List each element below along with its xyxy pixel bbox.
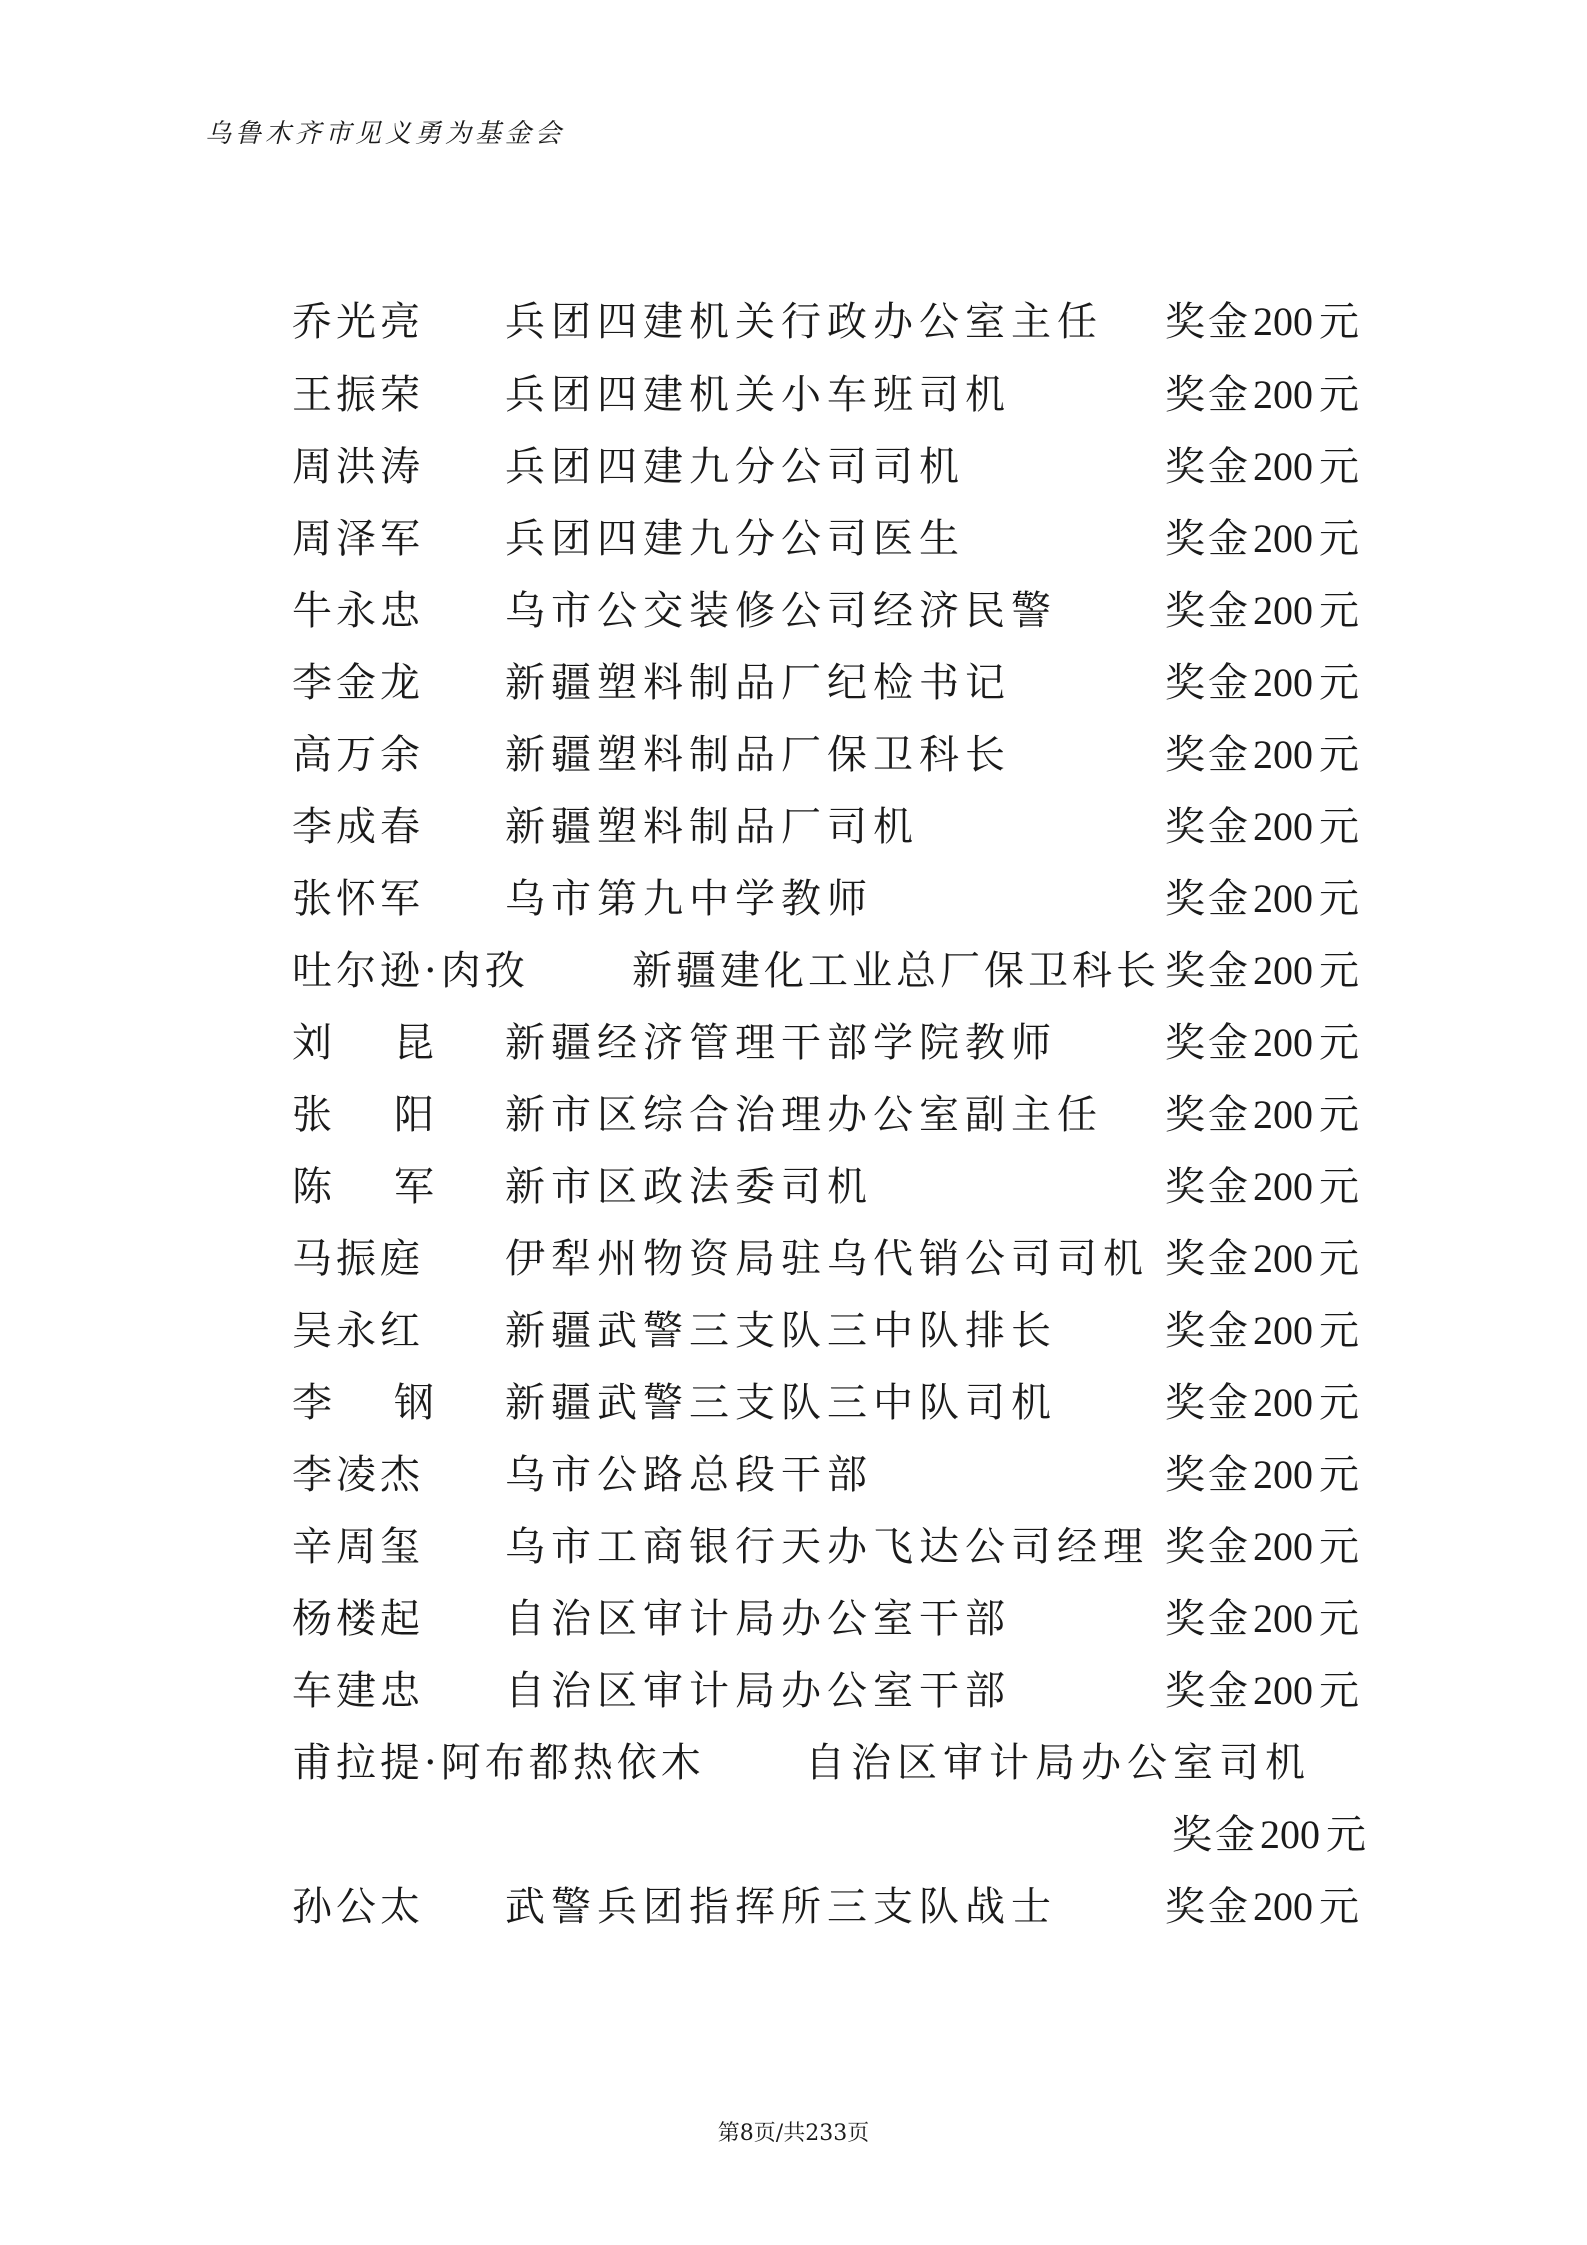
list-item <box>0 1445 1587 1505</box>
total-pages: 233 <box>805 2121 848 2146</box>
recipient-org: 新市区综合治理办公室副主任 <box>505 1092 1103 1138</box>
list-item <box>0 365 1587 425</box>
list-item <box>0 1013 1587 1073</box>
recipient-name: 张阳 <box>292 1092 496 1138</box>
recipient-name: 高万余 <box>292 732 424 778</box>
recipient-org: 乌市公路总段干部 <box>505 1452 873 1498</box>
list-item <box>0 1157 1587 1217</box>
list-item <box>0 941 1587 1001</box>
list-item <box>0 437 1587 497</box>
list-item <box>0 292 1587 352</box>
recipient-org: 自治区审计局办公室司机 <box>805 1740 1311 1786</box>
recipient-name: 马振庭 <box>292 1236 424 1282</box>
list-item <box>0 653 1587 713</box>
recipient-name: 辛周玺 <box>292 1524 424 1570</box>
recipient-org: 自治区审计局办公室干部 <box>505 1668 1011 1714</box>
award-amount: 奖金200 元 <box>1165 660 1362 706</box>
list-item <box>0 869 1587 929</box>
award-amount: 奖金200 元 <box>1165 1668 1362 1714</box>
recipient-org: 兵团四建九分公司司机 <box>505 444 965 490</box>
list-item <box>0 725 1587 785</box>
recipient-org: 乌市第九中学教师 <box>505 876 873 922</box>
recipient-org: 新疆建化工业总厂保卫科长 <box>632 948 1160 994</box>
list-item <box>0 1301 1587 1361</box>
list-item-continuation <box>0 1805 1587 1865</box>
award-amount: 奖金200 元 <box>1165 1092 1362 1138</box>
recipient-name: 乔光亮 <box>292 299 424 345</box>
recipient-org: 乌市公交装修公司经济民警 <box>505 588 1057 634</box>
award-amount: 奖金200 元 <box>1172 1812 1369 1858</box>
award-amount: 奖金200 元 <box>1165 876 1362 922</box>
recipient-name: 周泽军 <box>292 516 424 562</box>
award-amount: 奖金200 元 <box>1165 444 1362 490</box>
list-item <box>0 797 1587 857</box>
list-item <box>0 581 1587 641</box>
document-header: 乌鲁木齐市见义勇为基金会 <box>205 119 566 149</box>
award-amount: 奖金200 元 <box>1165 1308 1362 1354</box>
recipient-name: 周洪涛 <box>292 444 424 490</box>
list-item <box>0 1517 1587 1577</box>
recipient-name: 李凌杰 <box>292 1452 424 1498</box>
recipient-name: 甫拉提·阿布都热依木 <box>292 1740 705 1786</box>
list-item <box>0 1661 1587 1721</box>
page-footer: 第8页/共233页 <box>717 2121 870 2146</box>
recipient-name: 刘昆 <box>292 1020 496 1066</box>
recipient-name: 车建忠 <box>292 1668 424 1714</box>
award-amount: 奖金200 元 <box>1165 516 1362 562</box>
recipient-name: 牛永忠 <box>292 588 424 634</box>
recipient-org: 兵团四建九分公司医生 <box>505 516 965 562</box>
award-amount: 奖金200 元 <box>1165 1452 1362 1498</box>
list-item <box>0 1877 1587 1937</box>
recipient-name: 吐尔逊·肉孜 <box>292 948 529 994</box>
recipient-org: 自治区审计局办公室干部 <box>505 1596 1011 1642</box>
recipient-name: 李钢 <box>292 1380 496 1426</box>
recipient-name: 张怀军 <box>292 876 424 922</box>
recipient-name: 王振荣 <box>292 372 424 418</box>
award-amount: 奖金200 元 <box>1165 1020 1362 1066</box>
award-amount: 奖金200 元 <box>1165 1164 1362 1210</box>
list-item <box>0 1373 1587 1433</box>
award-amount: 奖金200 元 <box>1165 1596 1362 1642</box>
award-amount: 奖金200 元 <box>1165 1884 1362 1930</box>
list-item <box>0 1733 1587 1793</box>
award-amount: 奖金200 元 <box>1165 1524 1362 1570</box>
recipient-org: 新疆塑料制品厂司机 <box>505 804 919 850</box>
recipient-org: 兵团四建机关行政办公室主任 <box>505 299 1103 345</box>
recipient-org: 兵团四建机关小车班司机 <box>505 372 1011 418</box>
recipient-org: 新疆武警三支队三中队司机 <box>505 1380 1057 1426</box>
list-item <box>0 1229 1587 1289</box>
recipient-org: 新疆塑料制品厂纪检书记 <box>505 660 1011 706</box>
recipient-name: 吴永红 <box>292 1308 424 1354</box>
recipient-org: 新市区政法委司机 <box>505 1164 873 1210</box>
list-item <box>0 1085 1587 1145</box>
list-item <box>0 509 1587 569</box>
recipient-name: 杨楼起 <box>292 1596 424 1642</box>
recipient-org: 伊犁州物资局驻乌代销公司司机 <box>505 1236 1149 1282</box>
recipient-org: 乌市工商银行天办飞达公司经理 <box>505 1524 1149 1570</box>
recipient-org: 新疆塑料制品厂保卫科长 <box>505 732 1011 778</box>
recipient-org: 新疆武警三支队三中队排长 <box>505 1308 1057 1354</box>
recipient-name: 李金龙 <box>292 660 424 706</box>
list-item <box>0 1589 1587 1649</box>
award-amount: 奖金200 元 <box>1165 372 1362 418</box>
recipient-org: 武警兵团指挥所三支队战士 <box>505 1884 1057 1930</box>
recipient-name: 孙公太 <box>292 1884 424 1930</box>
award-amount: 奖金200 元 <box>1165 299 1362 345</box>
award-amount: 奖金200 元 <box>1165 588 1362 634</box>
page-number: 8 <box>739 2121 754 2146</box>
recipient-name: 李成春 <box>292 804 424 850</box>
recipient-name: 陈军 <box>292 1164 496 1210</box>
recipient-org: 新疆经济管理干部学院教师 <box>505 1020 1057 1066</box>
award-amount: 奖金200 元 <box>1165 1236 1362 1282</box>
award-amount: 奖金200 元 <box>1165 804 1362 850</box>
award-amount: 奖金200 元 <box>1165 948 1362 994</box>
award-amount: 奖金200 元 <box>1165 732 1362 778</box>
award-amount: 奖金200 元 <box>1165 1380 1362 1426</box>
